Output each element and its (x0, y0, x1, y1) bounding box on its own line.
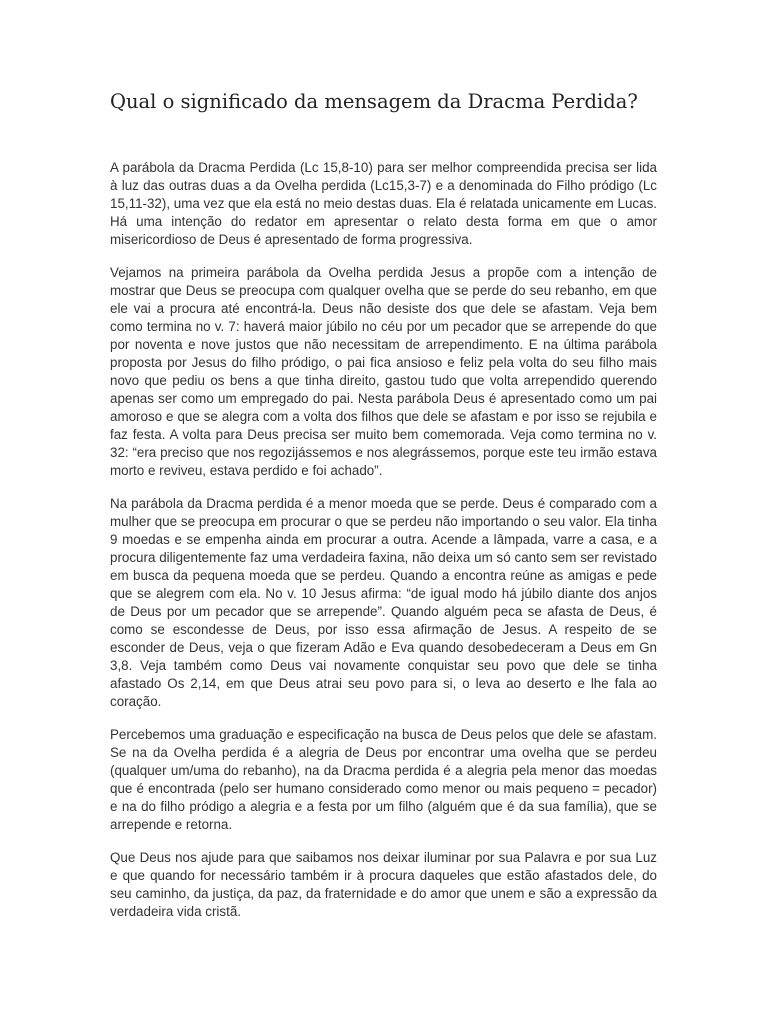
paragraph-lost-coin: Na parábola da Dracma perdida é a menor moeda que se perde. Deus é comparado com a mulher que se preocupa em procurar o que se perdeu não importando o seu valor. Ela tinha 9 moedas e se empenha ainda em procurar a outra. Acende a lâmpada, varre a casa, e a procura diligentemente faz uma verdadeira faxina, não deixa um só canto sem ser revistado em busca da pequena moeda que se perdeu. Quando a encontra reúne as amigas e pede que se alegrem com ela. No v. 10 Jesus afirma: “de igual modo há júbilo diante dos anjos de Deus por um pecador que se arrepende”. Quando alguém peca se afasta de Deus, é como se escondesse de Deus, por isso essa afirmação de Jesus. A respeito de se esconder de Deus, veja o que fizeram Adão e Eva quando desobedeceram a Deus em Gn 3,8. Veja também como Deus vai novamente conquistar seu povo que dele se tinha afastado Os 2,14, em que Deus atrai seu povo para si, o leva ao deserto e lhe fala ao coração. (110, 496, 657, 709)
paragraph-closing: Que Deus nos ajude para que saibamos nos deixar iluminar por sua Palavra e por sua Luz e que quando for necessário também ir à procura daqueles que estão afastados dele, do seu caminho, da justiça, da paz, da fraternidade e do amor que unem e são a expressão da verdadeira vida cristã. (110, 850, 657, 919)
document-body (110, 159, 657, 921)
document-title: Qual o significado da mensagem da Dracma Perdida? (110, 90, 638, 113)
paragraph-gradation: Percebemos uma graduação e especificação na busca de Deus pelos que dele se afastam. Se na da Ovelha perdida é a alegria de Deus por encontrar uma ovelha que se perdeu (qualquer um/uma do rebanho), na da Dracma perdida é a alegria pela menor das moedas que é encontrada (pelo ser humano considerado como menor ou mais pequeno = pecador) e na do filho pródigo a alegria e a festa por um filho (alguém que é da sua família), que se arrepende e retorna. (110, 727, 657, 832)
paragraph-lost-sheep: Vejamos na primeira parábola da Ovelha perdida Jesus a propõe com a intenção de mostrar que Deus se preocupa com qualquer ovelha que se perde do seu rebanho, em que ele vai a procura até encontrá-la. Deus não desiste dos que dele se afastam. Veja bem como termina no v. 7: haverá maior júbilo no céu por um pecador que se arrepende do que por noventa e nove justos que não necessitam de arrependimento. E na última parábola proposta por Jesus do filho pródigo, o pai fica ansioso e feliz pela volta do seu filho mais novo que pediu os bens a que tinha direito, gastou tudo que volta arrependido querendo apenas ser como um empregado do pai. Nesta parábola Deus é apresentado como um pai amoroso e que se alegra com a volta dos filhos que dele se afastam e por isso se rejubila e faz festa. A volta para Deus precisa ser muito bem comemorada. Veja como termina no v. 32: “era preciso que nos regozijássemos e nos alegrássemos, porque este teu irmão estava morto e reviveu, estava perdido e foi achado”. (110, 265, 657, 478)
paragraph-intro: A parábola da Dracma Perdida (Lc 15,8-10) para ser melhor compreendida precisa ser lida à luz das outras duas a da Ovelha perdida (Lc15,3-7) e a denominada do Filho pródigo (Lc 15,11-32), uma vez que ela está no meio destas duas. Ela é relatada unicamente em Lucas. Há uma intenção do redator em apresentar o relato desta forma em que o amor misericordioso de Deus é apresentado de forma progressiva. (110, 160, 657, 247)
